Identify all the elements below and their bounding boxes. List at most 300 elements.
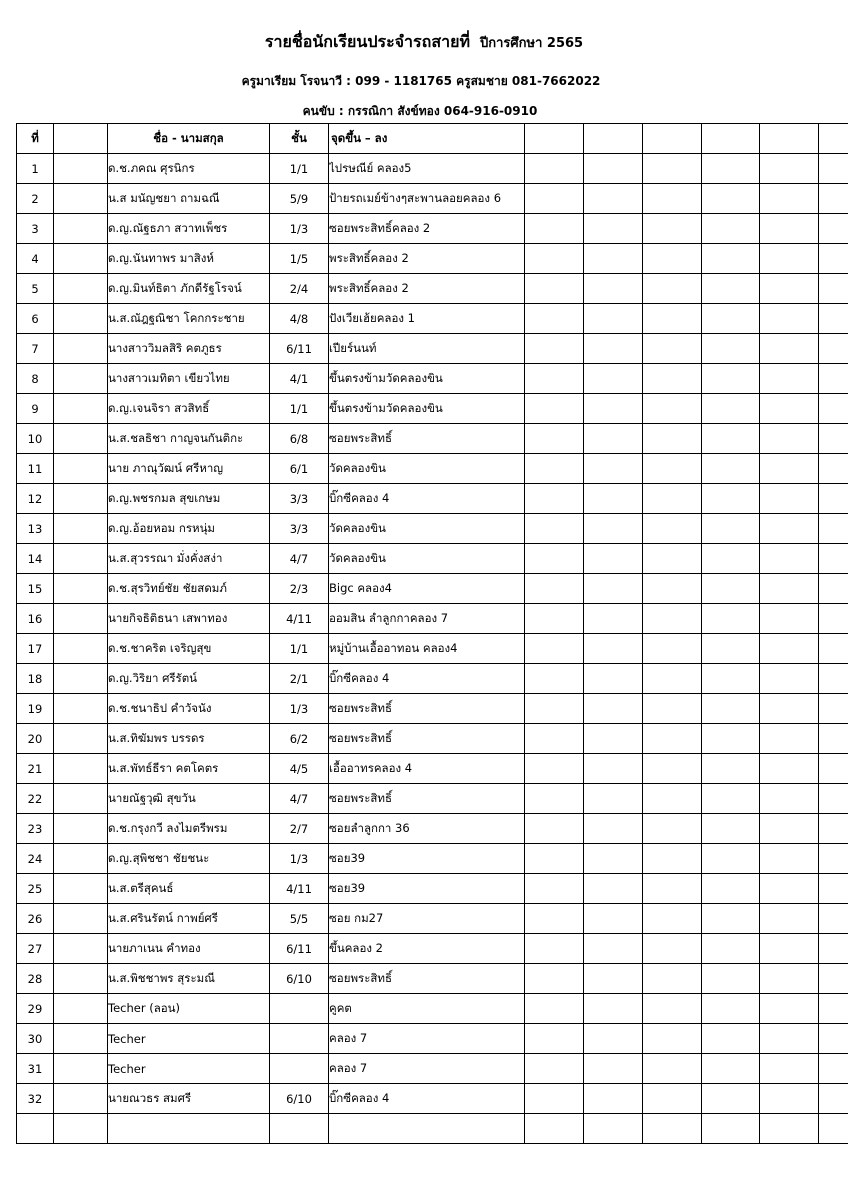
cell-blank bbox=[584, 934, 643, 964]
cell-blank bbox=[819, 574, 848, 604]
cell-blank bbox=[819, 724, 848, 754]
table-row bbox=[17, 574, 848, 604]
table-row bbox=[17, 604, 848, 634]
table-row bbox=[17, 244, 848, 274]
cell-blank bbox=[760, 874, 819, 904]
cell-name: นางสาวเมทิตา เขียวไทย bbox=[108, 364, 270, 394]
cell-name: ด.ญ.เจนจิรา สวสิทธิ์ bbox=[108, 394, 270, 424]
cell-blank bbox=[819, 1024, 848, 1054]
cell-stop: บิ๊กซีคลอง 4 bbox=[329, 1084, 525, 1114]
cell-blank bbox=[525, 754, 584, 784]
cell-blank bbox=[760, 814, 819, 844]
cell-blank bbox=[819, 424, 848, 454]
cell-blank bbox=[760, 604, 819, 634]
cell-blank bbox=[702, 694, 760, 724]
document-title bbox=[0, 30, 848, 55]
cell-class: 6/11 bbox=[270, 934, 329, 964]
col-header-stop: จุดขึ้น – ลง bbox=[329, 124, 525, 154]
cell-stop: ออมสิน ลำลูกกาคลอง 7 bbox=[329, 604, 525, 634]
cell-stop: พระสิทธิ์คลอง 2 bbox=[329, 244, 525, 274]
cell-name: นายกิจธิติธนา เสพาทอง bbox=[108, 604, 270, 634]
cell-blank bbox=[819, 544, 848, 574]
cell-number: 8 bbox=[17, 364, 54, 394]
table-row bbox=[17, 424, 848, 454]
cell-blank bbox=[819, 964, 848, 994]
col-header-blank-6 bbox=[584, 124, 643, 154]
cell-blank bbox=[702, 424, 760, 454]
cell-blank bbox=[702, 1114, 760, 1144]
cell-blank bbox=[584, 604, 643, 634]
cell-blank bbox=[525, 604, 584, 634]
cell-blank bbox=[525, 574, 584, 604]
cell-stop: ซอยพระสิทธิ์ bbox=[329, 724, 525, 754]
cell-number: 10 bbox=[17, 424, 54, 454]
cell-blank bbox=[643, 994, 702, 1024]
cell-blank bbox=[643, 964, 702, 994]
cell-class: 6/8 bbox=[270, 424, 329, 454]
cell-blank bbox=[525, 424, 584, 454]
cell-blank bbox=[584, 574, 643, 604]
cell-blank bbox=[584, 634, 643, 664]
table-row bbox=[17, 934, 848, 964]
cell-class: 3/3 bbox=[270, 484, 329, 514]
cell-name: ด.ญ.มินท์ธิตา ภักดีรัฐโรจน์ bbox=[108, 274, 270, 304]
cell-blank bbox=[702, 334, 760, 364]
cell-blank bbox=[702, 154, 760, 184]
cell-blank bbox=[54, 1084, 108, 1114]
cell-stop: ซอย39 bbox=[329, 844, 525, 874]
cell-blank bbox=[702, 814, 760, 844]
cell-stop: ซอย กม27 bbox=[329, 904, 525, 934]
cell-class bbox=[270, 1054, 329, 1084]
cell-blank bbox=[584, 994, 643, 1024]
cell-blank bbox=[760, 574, 819, 604]
cell-number: 14 bbox=[17, 544, 54, 574]
cell-blank bbox=[643, 424, 702, 454]
cell-number: 17 bbox=[17, 634, 54, 664]
cell-blank bbox=[584, 364, 643, 394]
cell-stop: วัดคลองขิน bbox=[329, 514, 525, 544]
cell-blank bbox=[702, 514, 760, 544]
school-year: ปีการศึกษา 2565 bbox=[479, 36, 584, 51]
cell-class: 2/4 bbox=[270, 274, 329, 304]
cell-class: 4/11 bbox=[270, 874, 329, 904]
cell-blank bbox=[819, 1084, 848, 1114]
cell-blank bbox=[702, 484, 760, 514]
cell-number: 6 bbox=[17, 304, 54, 334]
cell-blank bbox=[54, 634, 108, 664]
cell-blank bbox=[54, 364, 108, 394]
cell-number: 2 bbox=[17, 184, 54, 214]
cell-stop: ซอยลำลูกกา 36 bbox=[329, 814, 525, 844]
cell-blank bbox=[760, 274, 819, 304]
cell-blank bbox=[54, 154, 108, 184]
cell-blank bbox=[819, 664, 848, 694]
cell-blank bbox=[54, 1114, 108, 1144]
cell-blank bbox=[584, 1024, 643, 1054]
table-row bbox=[17, 214, 848, 244]
cell-number: 25 bbox=[17, 874, 54, 904]
cell-stop bbox=[329, 1114, 525, 1144]
cell-blank bbox=[54, 754, 108, 784]
cell-blank bbox=[643, 604, 702, 634]
table-row bbox=[17, 544, 848, 574]
cell-blank bbox=[760, 424, 819, 454]
cell-blank bbox=[643, 874, 702, 904]
cell-class: 3/3 bbox=[270, 514, 329, 544]
cell-blank bbox=[584, 1054, 643, 1084]
cell-number: 11 bbox=[17, 454, 54, 484]
cell-number: 31 bbox=[17, 1054, 54, 1084]
cell-stop: Bigc คลอง4 bbox=[329, 574, 525, 604]
cell-blank bbox=[54, 904, 108, 934]
cell-blank bbox=[760, 934, 819, 964]
cell-stop: ซอยพระสิทธิ์ bbox=[329, 694, 525, 724]
cell-blank bbox=[760, 904, 819, 934]
table-row bbox=[17, 1114, 848, 1144]
table-row bbox=[17, 364, 848, 394]
cell-class: 6/1 bbox=[270, 454, 329, 484]
cell-stop: พระสิทธิ์คลอง 2 bbox=[329, 274, 525, 304]
table-row bbox=[17, 154, 848, 184]
cell-number: 20 bbox=[17, 724, 54, 754]
cell-blank bbox=[584, 904, 643, 934]
cell-blank bbox=[702, 394, 760, 424]
cell-class: 6/11 bbox=[270, 334, 329, 364]
cell-number: 4 bbox=[17, 244, 54, 274]
cell-blank bbox=[643, 724, 702, 754]
cell-blank bbox=[819, 394, 848, 424]
cell-blank bbox=[54, 274, 108, 304]
cell-stop: ขึ้นคลอง 2 bbox=[329, 934, 525, 964]
table-row bbox=[17, 274, 848, 304]
cell-blank bbox=[584, 484, 643, 514]
col-header-blank-9 bbox=[760, 124, 819, 154]
cell-blank bbox=[819, 184, 848, 214]
cell-name: Techer (ลอน) bbox=[108, 994, 270, 1024]
cell-stop: คลอง 7 bbox=[329, 1024, 525, 1054]
cell-blank bbox=[702, 904, 760, 934]
cell-blank bbox=[643, 784, 702, 814]
cell-blank bbox=[54, 424, 108, 454]
cell-blank bbox=[54, 724, 108, 754]
table-row bbox=[17, 454, 848, 484]
cell-blank bbox=[525, 994, 584, 1024]
cell-blank bbox=[643, 274, 702, 304]
cell-name: นายณัฐวุฒิ สุขวัน bbox=[108, 784, 270, 814]
cell-blank bbox=[643, 1054, 702, 1084]
cell-class: 5/5 bbox=[270, 904, 329, 934]
cell-blank bbox=[643, 1084, 702, 1114]
cell-blank bbox=[525, 514, 584, 544]
cell-blank bbox=[54, 184, 108, 214]
cell-blank bbox=[702, 964, 760, 994]
cell-name: ด.ญ.นันทาพร มาสิงห์ bbox=[108, 244, 270, 274]
cell-stop: ไปรษณีย์ คลอง5 bbox=[329, 154, 525, 184]
cell-number: 15 bbox=[17, 574, 54, 604]
cell-number: 30 bbox=[17, 1024, 54, 1054]
cell-blank bbox=[525, 304, 584, 334]
cell-name: นายณวธร สมศรี bbox=[108, 1084, 270, 1114]
cell-blank bbox=[525, 1054, 584, 1084]
cell-blank bbox=[702, 844, 760, 874]
cell-stop: บิ๊กซีคลอง 4 bbox=[329, 664, 525, 694]
cell-blank bbox=[760, 484, 819, 514]
cell-number: 26 bbox=[17, 904, 54, 934]
cell-number: 16 bbox=[17, 604, 54, 634]
table-row bbox=[17, 904, 848, 934]
cell-blank bbox=[525, 1114, 584, 1144]
cell-class bbox=[270, 1024, 329, 1054]
cell-blank bbox=[760, 784, 819, 814]
col-header-class: ชั้น bbox=[270, 124, 329, 154]
cell-blank bbox=[54, 664, 108, 694]
cell-class: 4/7 bbox=[270, 784, 329, 814]
cell-number: 24 bbox=[17, 844, 54, 874]
cell-class: 2/3 bbox=[270, 574, 329, 604]
table-row bbox=[17, 724, 848, 754]
cell-blank bbox=[643, 1114, 702, 1144]
cell-class: 2/7 bbox=[270, 814, 329, 844]
cell-blank bbox=[584, 754, 643, 784]
cell-name: นางสาววิมลสิริ คตภูธร bbox=[108, 334, 270, 364]
cell-blank bbox=[819, 814, 848, 844]
cell-name: นาย ภาณุวัฒน์ ศรีหาญ bbox=[108, 454, 270, 484]
table-row bbox=[17, 634, 848, 664]
cell-stop: เปียร์นนท์ bbox=[329, 334, 525, 364]
cell-blank bbox=[54, 1054, 108, 1084]
cell-blank bbox=[54, 454, 108, 484]
cell-class bbox=[270, 994, 329, 1024]
cell-blank bbox=[702, 1084, 760, 1114]
cell-blank bbox=[819, 604, 848, 634]
cell-blank bbox=[525, 664, 584, 694]
cell-name: ด.ช.สุรวิทย์ชัย ชัยสดมภ์ bbox=[108, 574, 270, 604]
cell-blank bbox=[702, 754, 760, 784]
cell-blank bbox=[54, 514, 108, 544]
cell-blank bbox=[702, 604, 760, 634]
cell-blank bbox=[584, 844, 643, 874]
cell-stop: บิ๊กซีคลอง 4 bbox=[329, 484, 525, 514]
cell-blank bbox=[643, 454, 702, 484]
cell-number: 21 bbox=[17, 754, 54, 784]
cell-number: 7 bbox=[17, 334, 54, 364]
cell-blank bbox=[525, 484, 584, 514]
cell-name: ด.ช.ภคณ ศุรนิกร bbox=[108, 154, 270, 184]
cell-blank bbox=[525, 874, 584, 904]
cell-class: 2/1 bbox=[270, 664, 329, 694]
cell-blank bbox=[819, 214, 848, 244]
cell-class: 1/1 bbox=[270, 394, 329, 424]
cell-blank bbox=[643, 214, 702, 244]
driver-contact: คนขับ : กรรณิกา สังข์ทอง 064-916-0910 bbox=[302, 104, 538, 118]
cell-number: 29 bbox=[17, 994, 54, 1024]
cell-number: 18 bbox=[17, 664, 54, 694]
table-row bbox=[17, 784, 848, 814]
cell-blank bbox=[54, 484, 108, 514]
table-header-row bbox=[17, 124, 848, 154]
cell-number: 27 bbox=[17, 934, 54, 964]
cell-stop: ซอยพระสิทธิ์ bbox=[329, 784, 525, 814]
cell-blank bbox=[584, 514, 643, 544]
cell-blank bbox=[819, 904, 848, 934]
cell-blank bbox=[702, 1024, 760, 1054]
col-header-blank-8 bbox=[702, 124, 760, 154]
cell-blank bbox=[54, 964, 108, 994]
cell-blank bbox=[584, 154, 643, 184]
table-row bbox=[17, 754, 848, 784]
cell-blank bbox=[760, 154, 819, 184]
cell-blank bbox=[819, 484, 848, 514]
cell-blank bbox=[584, 544, 643, 574]
cell-blank bbox=[702, 784, 760, 814]
cell-blank bbox=[643, 664, 702, 694]
cell-blank bbox=[702, 994, 760, 1024]
cell-blank bbox=[819, 634, 848, 664]
cell-blank bbox=[819, 274, 848, 304]
cell-blank bbox=[702, 934, 760, 964]
cell-blank bbox=[584, 274, 643, 304]
cell-stop: คูคต bbox=[329, 994, 525, 1024]
cell-blank bbox=[760, 304, 819, 334]
cell-blank bbox=[525, 364, 584, 394]
cell-stop: หมู่บ้านเอื้ออาทอน คลอง4 bbox=[329, 634, 525, 664]
cell-name: น.ส.พัทธ์ธีรา คตโคตร bbox=[108, 754, 270, 784]
col-header-blank-10 bbox=[819, 124, 848, 154]
cell-blank bbox=[760, 664, 819, 694]
cell-blank bbox=[702, 544, 760, 574]
cell-number: 3 bbox=[17, 214, 54, 244]
cell-blank bbox=[54, 1024, 108, 1054]
cell-blank bbox=[760, 754, 819, 784]
cell-stop: ขึ้นตรงข้ามวัดคลองขิน bbox=[329, 394, 525, 424]
cell-blank bbox=[819, 994, 848, 1024]
cell-blank bbox=[525, 184, 584, 214]
cell-blank bbox=[760, 964, 819, 994]
col-header-blank-1 bbox=[54, 124, 108, 154]
table-row bbox=[17, 814, 848, 844]
cell-blank bbox=[643, 694, 702, 724]
cell-blank bbox=[643, 904, 702, 934]
cell-class: 6/10 bbox=[270, 964, 329, 994]
cell-blank bbox=[702, 454, 760, 484]
cell-class: 1/3 bbox=[270, 844, 329, 874]
col-header-blank-7 bbox=[643, 124, 702, 154]
cell-blank bbox=[584, 394, 643, 424]
cell-blank bbox=[54, 604, 108, 634]
cell-class: 4/8 bbox=[270, 304, 329, 334]
cell-name: น.ส.ศรินรัตน์ กาพย์ศรี bbox=[108, 904, 270, 934]
cell-blank bbox=[819, 334, 848, 364]
cell-blank bbox=[525, 154, 584, 184]
cell-blank bbox=[525, 1084, 584, 1114]
cell-blank bbox=[760, 634, 819, 664]
cell-class: 1/5 bbox=[270, 244, 329, 274]
cell-blank bbox=[643, 934, 702, 964]
cell-blank bbox=[760, 214, 819, 244]
table-row bbox=[17, 514, 848, 544]
cell-blank bbox=[584, 724, 643, 754]
cell-class: 5/9 bbox=[270, 184, 329, 214]
cell-blank bbox=[819, 304, 848, 334]
cell-blank bbox=[584, 424, 643, 454]
table-row bbox=[17, 664, 848, 694]
cell-blank bbox=[819, 754, 848, 784]
cell-stop: ซอย39 bbox=[329, 874, 525, 904]
cell-number bbox=[17, 1114, 54, 1144]
cell-blank bbox=[584, 1084, 643, 1114]
cell-blank bbox=[760, 1084, 819, 1114]
cell-blank bbox=[525, 394, 584, 424]
cell-blank bbox=[702, 634, 760, 664]
cell-blank bbox=[584, 814, 643, 844]
cell-blank bbox=[643, 634, 702, 664]
cell-blank bbox=[525, 814, 584, 844]
cell-blank bbox=[54, 214, 108, 244]
cell-blank bbox=[525, 904, 584, 934]
cell-number: 9 bbox=[17, 394, 54, 424]
cell-blank bbox=[819, 784, 848, 814]
cell-blank bbox=[702, 214, 760, 244]
cell-blank bbox=[643, 394, 702, 424]
cell-blank bbox=[819, 244, 848, 274]
cell-name: ด.ญ.วิริยา ศรีรัตน์ bbox=[108, 664, 270, 694]
cell-blank bbox=[584, 214, 643, 244]
cell-blank bbox=[760, 454, 819, 484]
cell-number: 13 bbox=[17, 514, 54, 544]
student-roster-table bbox=[16, 123, 848, 1144]
cell-blank bbox=[525, 214, 584, 244]
cell-name: Techer bbox=[108, 1024, 270, 1054]
cell-blank bbox=[702, 1054, 760, 1084]
cell-blank bbox=[819, 154, 848, 184]
cell-blank bbox=[819, 694, 848, 724]
cell-stop: ซอยพระสิทธิ์ bbox=[329, 964, 525, 994]
cell-class: 1/3 bbox=[270, 214, 329, 244]
cell-blank bbox=[760, 994, 819, 1024]
cell-number: 12 bbox=[17, 484, 54, 514]
cell-blank bbox=[525, 244, 584, 274]
cell-blank bbox=[525, 1024, 584, 1054]
cell-blank bbox=[643, 574, 702, 604]
cell-blank bbox=[702, 874, 760, 904]
table-row bbox=[17, 304, 848, 334]
cell-number: 22 bbox=[17, 784, 54, 814]
cell-blank bbox=[819, 844, 848, 874]
roster-body bbox=[17, 154, 848, 1144]
cell-blank bbox=[702, 574, 760, 604]
cell-class: 1/3 bbox=[270, 694, 329, 724]
cell-blank bbox=[584, 964, 643, 994]
cell-blank bbox=[54, 874, 108, 904]
cell-blank bbox=[702, 184, 760, 214]
table-row bbox=[17, 1024, 848, 1054]
cell-blank bbox=[819, 1054, 848, 1084]
cell-blank bbox=[643, 154, 702, 184]
cell-name: ด.ช.กรุงกวี ลงไมตรีพรม bbox=[108, 814, 270, 844]
cell-blank bbox=[760, 1114, 819, 1144]
cell-blank bbox=[643, 244, 702, 274]
cell-stop: เอื้ออาทรคลอง 4 bbox=[329, 754, 525, 784]
cell-blank bbox=[702, 364, 760, 394]
cell-blank bbox=[525, 694, 584, 724]
cell-blank bbox=[54, 304, 108, 334]
cell-name: นายภาเนน คำทอง bbox=[108, 934, 270, 964]
cell-blank bbox=[702, 724, 760, 754]
cell-class: 1/1 bbox=[270, 634, 329, 664]
cell-stop: ป้ายรถเมย์ข้างๆสะพานลอยคลอง 6 bbox=[329, 184, 525, 214]
cell-class: 4/11 bbox=[270, 604, 329, 634]
